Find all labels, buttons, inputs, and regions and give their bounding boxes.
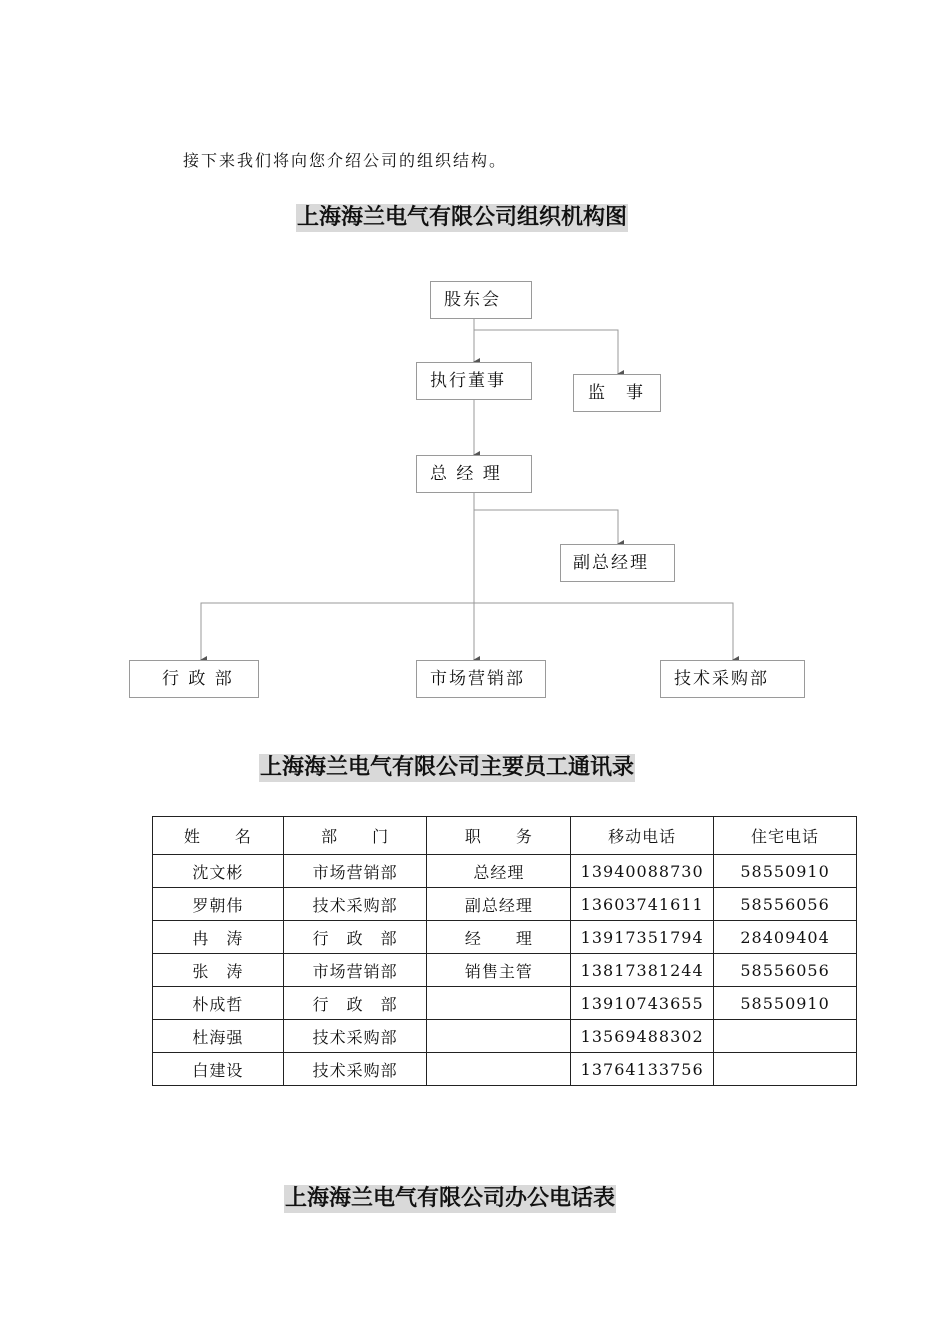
cell-name: 沈文彬 xyxy=(153,855,284,888)
org-node-shareholders xyxy=(430,281,532,319)
org-node-label: 监 事 xyxy=(588,383,645,403)
org-chart-title: 上海海兰电气有限公司组织机构图 xyxy=(297,205,628,230)
cell-department: 行 政 部 xyxy=(283,921,427,954)
org-node-label: 副总经理 xyxy=(573,553,649,573)
header-mobile: 移动电话 xyxy=(571,817,714,855)
org-node-label: 技术采购部 xyxy=(674,669,769,689)
cell-mobile: 13917351794 xyxy=(571,921,714,954)
cell-mobile: 13569488302 xyxy=(571,1020,714,1053)
cell-position: 总经理 xyxy=(427,855,571,888)
cell-home-phone: 58556056 xyxy=(714,888,857,921)
cell-department: 市场营销部 xyxy=(283,954,427,987)
cell-mobile: 13764133756 xyxy=(571,1053,714,1086)
table-row xyxy=(153,1020,857,1053)
table-row xyxy=(153,888,857,921)
cell-position xyxy=(427,987,571,1020)
org-node-general-manager xyxy=(416,455,532,493)
org-node-admin-dept xyxy=(129,660,259,698)
org-node-label: 执行董事 xyxy=(430,371,506,391)
header-name: 姓 名 xyxy=(153,817,284,855)
table-row xyxy=(153,954,857,987)
cell-home-phone: 58556056 xyxy=(714,954,857,987)
cell-position: 销售主管 xyxy=(427,954,571,987)
cell-home-phone xyxy=(714,1053,857,1086)
table-row xyxy=(153,987,857,1020)
org-node-label: 股东会 xyxy=(444,290,501,310)
table-row xyxy=(153,855,857,888)
intro-text: 接下来我们将向您介绍公司的组织结构。 xyxy=(183,151,508,170)
cell-department: 技术采购部 xyxy=(283,1020,427,1053)
cell-department: 市场营销部 xyxy=(283,855,427,888)
cell-position xyxy=(427,1053,571,1086)
org-node-executive-director xyxy=(416,362,532,400)
org-node-label: 总 经 理 xyxy=(430,464,502,484)
org-node-label: 行 政 部 xyxy=(162,669,234,689)
cell-mobile: 13910743655 xyxy=(571,987,714,1020)
cell-name: 朴成哲 xyxy=(153,987,284,1020)
cell-home-phone: 58550910 xyxy=(714,855,857,888)
header-position: 职 务 xyxy=(427,817,571,855)
cell-position: 经 理 xyxy=(427,921,571,954)
cell-name: 白建设 xyxy=(153,1053,284,1086)
cell-name: 罗朝伟 xyxy=(153,888,284,921)
cell-name: 张 涛 xyxy=(153,954,284,987)
org-node-tech-purchase-dept xyxy=(660,660,805,698)
cell-home-phone: 58550910 xyxy=(714,987,857,1020)
cell-department: 技术采购部 xyxy=(283,1053,427,1086)
cell-home-phone xyxy=(714,1020,857,1053)
cell-name: 杜海强 xyxy=(153,1020,284,1053)
cell-department: 行 政 部 xyxy=(283,987,427,1020)
cell-mobile: 13603741611 xyxy=(571,888,714,921)
org-node-marketing-dept xyxy=(416,660,546,698)
header-department: 部 门 xyxy=(283,817,427,855)
cell-position: 副总经理 xyxy=(427,888,571,921)
office-phones-title: 上海海兰电气有限公司办公电话表 xyxy=(285,1186,616,1211)
cell-department: 技术采购部 xyxy=(283,888,427,921)
cell-home-phone: 28409404 xyxy=(714,921,857,954)
table-row xyxy=(153,1053,857,1086)
cell-mobile: 13940088730 xyxy=(571,855,714,888)
org-node-supervisor xyxy=(573,374,661,412)
cell-name: 冉 涛 xyxy=(153,921,284,954)
contacts-table xyxy=(152,816,857,1086)
org-node-deputy-gm xyxy=(560,544,675,582)
table-header-row xyxy=(153,817,857,855)
org-node-label: 市场营销部 xyxy=(430,669,525,689)
table-row xyxy=(153,921,857,954)
cell-mobile: 13817381244 xyxy=(571,954,714,987)
contacts-title: 上海海兰电气有限公司主要员工通讯录 xyxy=(260,755,635,780)
header-home-phone: 住宅电话 xyxy=(714,817,857,855)
cell-position xyxy=(427,1020,571,1053)
